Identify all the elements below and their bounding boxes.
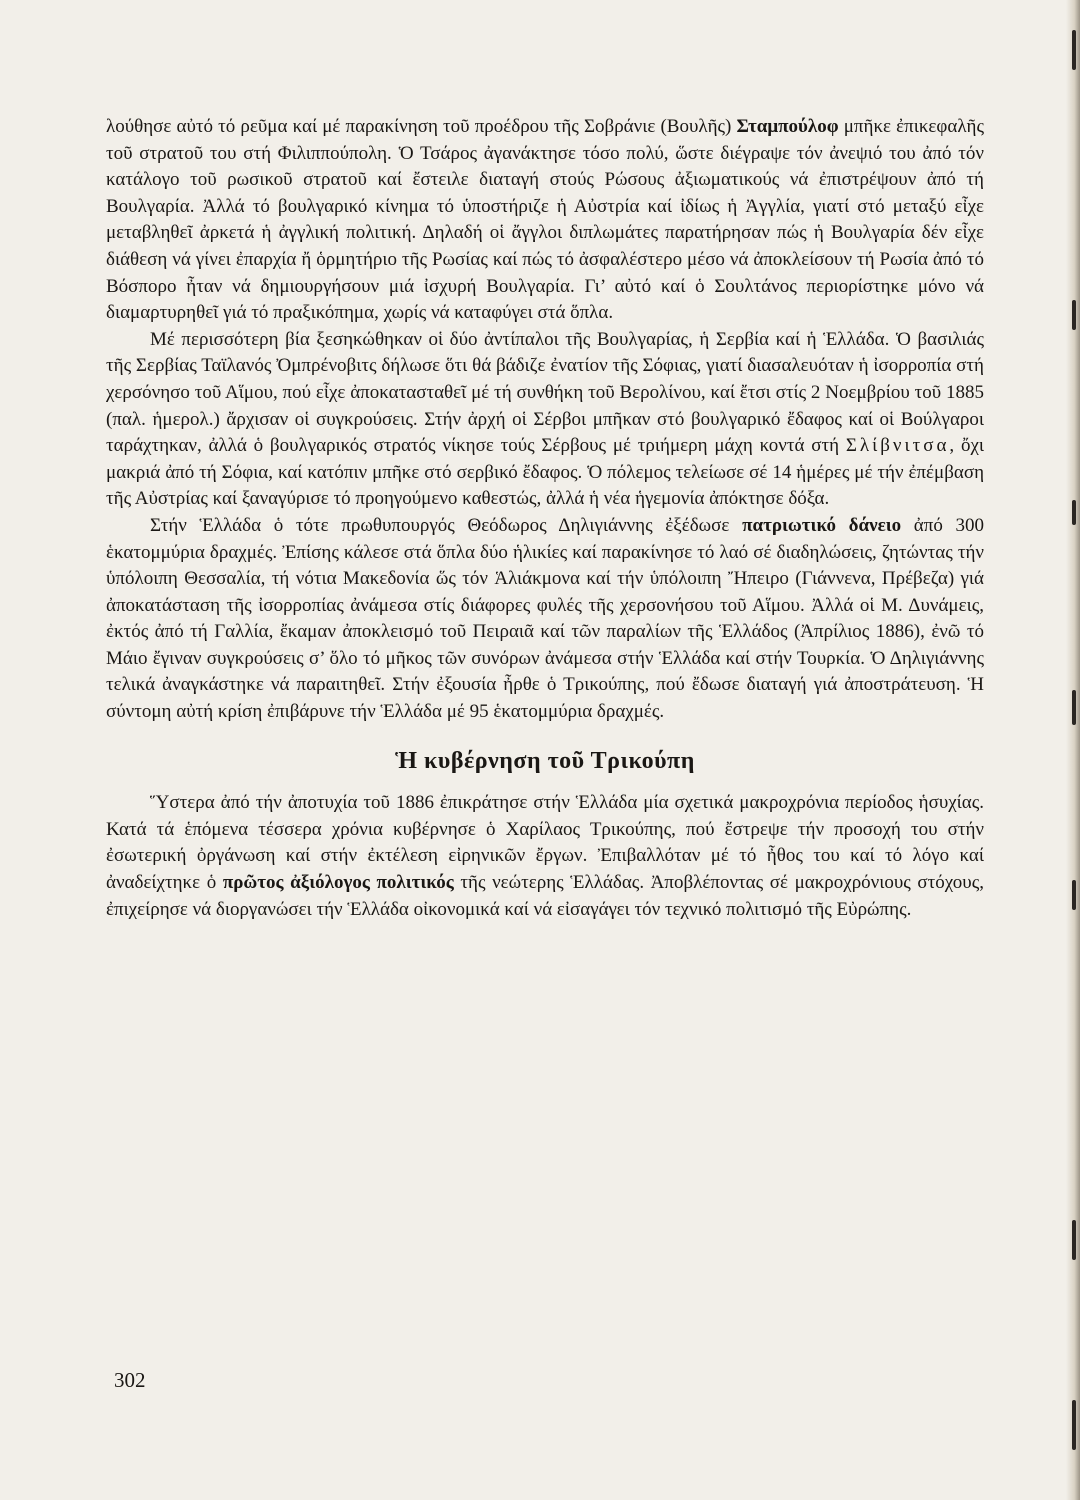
emphasis-slivnitsa: Σλίβνιτσα [845,435,950,457]
edge-mark [1072,300,1076,330]
emphasis-patriotic-loan: πατριωτικό δάνειο [742,514,902,536]
edge-mark [1072,1220,1076,1260]
edge-mark [1072,880,1076,910]
page-text-body [106,114,984,923]
paragraph-1: λούθησε αὐτό τό ρεῦμα καί μέ παρακίνηση τοῦ προέδρου τῆς Σοβράνιε (Βουλῆς) Σταμπούλοφ μπῆκε ἐπικεφαλῆς τοῦ στρατοῦ του στή Φιλιππούπολη. Ὁ Τσάρος ἀγανάκτησε τόσο πολύ, ὥστε διέγραψε τόν ἀνεψιό του ἀπό τόν κατάλογο τοῦ ρωσικοῦ στρατοῦ καί ἔστειλε διαταγή στούς Ρώσους ἀξιωματικούς νά ἐπιστρέψουν ἀπό τή Βουλγαρία. Ἀλλά τό βουλγαρικό κίνημα τό ὑποστήριζε ἡ Αὐστρία καί ἰδίως ἡ Ἀγγλία, γιατί στό μεταξύ εἶχε μεταβληθεῖ ἀρκετά ἡ ἀγγλική πολιτική. Δηλαδή οἱ ἄγγλοι διπλωμάτες παρατήρησαν πώς ἡ Βουλγαρία δέν εἶχε διάθεση νά γίνει ἐπαρχία ἤ ὁρμητήριο τῆς Ρωσίας καί πώς τό ἀσφαλέστερο μέσο νά ἀποκλείσουν τή Ρωσία ἀπό τό Βόσπορο ἦταν νά δημιουργήσουν μιά ἰσχυρή Βουλγαρία. Γι’ αὐτό καί ὁ Σουλτάνος περιορίστηκε μόνο νά διαμαρτυρηθεῖ γιά τό πραξικόπημα, χωρίς νά καταφύγει στά ὅπλα. [106,116,984,324]
paragraph-2: Μέ περισσότερη βία ξεσηκώθηκαν οἱ δύο ἀντίπαλοι τῆς Βουλγαρίας, ἡ Σερβία καί ἡ Ἑλλάδα. Ὁ βασιλιάς τῆς Σερβίας Ταϊλανός Ὀμπρένοβιτς δήλωσε ὅτι θά βάδιζε ἐνατίον τῆς Σόφιας, γιατί διασαλευόταν ἡ ἰσορροπία στή χερσόνησο τοῦ Αἵμου, πού εἶχε ἀποκατασταθεῖ μέ τή συνθήκη τοῦ Βερολίνου, καί ἔτσι στίς 2 Νοεμβρίου τοῦ 1885 (παλ. ἡμερολ.) ἄρχισαν οἱ συγκρούσεις. Στήν ἀρχή οἱ Σέρβοι μπῆκαν στό βουλγαρικό ἔδαφος καί οἱ Βούλγαροι ταράχτηκαν, ἀλλά ὁ βουλγαρικός στρατός νίκησε τούς Σέρβους μέ τριήμερη μάχη κοντά στή Σλίβνιτσα, ὄχι μακριά ἀπό τή Σόφια, καί κατόπιν μπῆκε στό σερβικό ἔδαφος. Ὁ πόλεμος τελείωσε σέ 14 ἡμέρες μέ τήν ἐπέμβαση τῆς Αὐστρίας καί ξαναγύρισε τό προηγούμενο καθεστώς, ἀλλά ἡ νέα ἡγεμονία ἀπόκτησε δόξα. [106,328,985,510]
edge-mark [1072,690,1076,725]
page-edge-shadow [1066,0,1080,1500]
emphasis-stamboulov: Σταμπούλοφ [736,116,839,137]
emphasis-first-politician: πρῶτος ἀξιόλογος πολιτικός [222,872,454,894]
section-title: Ἡ κυβέρνηση τοῦ Τρικούπη [395,747,695,774]
edge-mark [1072,1400,1076,1450]
edge-mark [1072,500,1076,525]
page-number: 302 [114,1368,146,1392]
edge-mark [1072,30,1076,70]
paragraph-3: Στήν Ἑλλάδα ὁ τότε πρωθυπουργός Θεόδωρος Δηλιγιάννης ἐξέδωσε πατριωτικό δάνειο ἀπό 300 ἑκατομμύρια δραχμές. Ἐπίσης κάλεσε στά ὅπλα δύο ἡλικίες καί παρακίνησε τό λαό σέ διαδηλώσεις, ζητώντας τήν ὑπόλοιπη Θεσσαλία, τή νότια Μακεδονία ὥς τόν Ἁλιάκμονα καί τήν ὑπόλοιπη Ἤπειρο (Γιάννενα, Πρέβεζα) γιά ἀποκατάσταση τῆς ἰσορροπίας ἀνάμεσα στίς διάφορες φυλές τῆς χερσονήσου τοῦ Αἵμου. Ἀλλά οἱ Μ. Δυνάμεις, ἐκτός ἀπό τή Γαλλία, ἔκαμαν ἀποκλεισμό τοῦ Πειραιᾶ καί τῶν παραλίων τῆς Ἑλλάδος (Ἀπρίλιος 1886), ἐνῶ τό Μάιο ἔγιναν συγκρούσεις σ’ ὅλο τό μῆκος τῶν συνόρων ἀνάμεσα στήν Ἑλλάδα καί στήν Τουρκία. Ὁ Δηλιγιάννης τελικά ἀναγκάστηκε νά παραιτηθεῖ. Στήν ἐξουσία ἦρθε ὁ Τρικούπης, πού ἔδωσε διαταγή γιά ἀποστράτευση. Ἡ σύντομη αὐτή κρίση ἐπιβάρυνε τήν Ἑλλάδα μέ 95 ἑκατομμύρια δραχμές. [106,514,984,723]
paragraph-4: Ὕστερα ἀπό τήν ἀποτυχία τοῦ 1886 ἐπικράτησε στήν Ἑλλάδα μία σχετικά μακροχρόνια περίοδος ἡσυχίας. Κατά τά ἑπόμενα τέσσερα χρόνια κυβέρνησε ὁ Χαρίλαος Τρικούπης, πού ἔστρεψε τήν προσοχή του στήν ἐσωτερική ὀργάνωση καί στήν ἐκτέλεση εἰρηνικῶν ἔργων. Ἐπιβαλλόταν μέ τό ἦθος του καί τό λόγο καί ἀναδείχτηκε ὁ πρῶτος ἀξιόλογος πολιτικός τῆς νεώτερης Ἑλλάδας. Ἀποβλέποντας σέ μακροχρόνιους στόχους, ἐπιχείρησε νά διοργανώσει τήν Ἑλλάδα οἰκονομικά καί νά εἰσαγάγει τόν τεχνικό πολιτισμό τῆς Εὐρώπης. [106,792,984,920]
